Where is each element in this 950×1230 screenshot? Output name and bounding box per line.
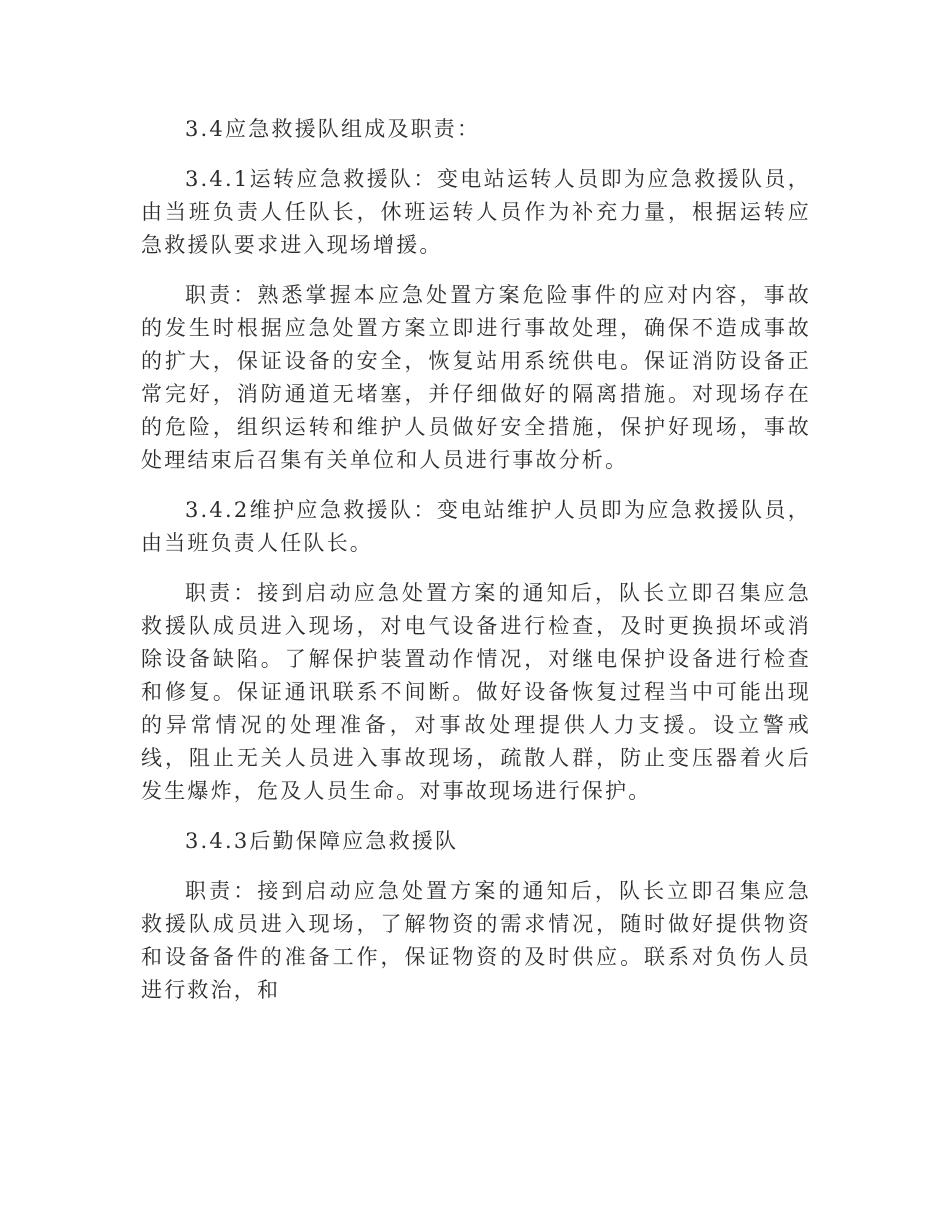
section-heading-3-4: 3.4应急救援队组成及职责：: [185, 117, 481, 141]
paragraph-3-4-1: 3.4.1运转应急救援队：变电站运转人员即为应急救援队员，由当班负责人任队长，休班运转人员作为补充力量，根据运转应急救援队要求进入现场增援。: [141, 167, 811, 257]
paragraph-duties-1: 职责：熟悉掌握本应急处置方案危险事件的应对内容，事故的发生时根据应急处置方案立即进行事故处理，确保不造成事故的扩大，保证设备的安全，恢复站用系统供电。保证消防设备正常完好，消防通道无堵塞，并仔细做好的隔离措施。对现场存在的危险，组织运转和维护人员做好安全措施，保护好现场，事故处理结束后召集有关单位和人员进行事故分析。: [141, 283, 811, 472]
paragraph-duties-3: 职责：接到启动应急处置方案的通知后，队长立即召集应急救援队成员进入现场，了解物资的需求情况，随时做好提供物资和设备备件的准备工作，保证物资的及时供应。联系对负伤人员进行救治，和: [141, 879, 811, 1002]
document-body: [141, 113, 811, 1024]
paragraph-3-4-2: 3.4.2维护应急救援队：变电站维护人员即为应急救援队员，由当班负责人任队长。: [141, 498, 811, 555]
paragraph-duties-2: 职责：接到启动应急处置方案的通知后，队长立即召集应急救援队成员进入现场，对电气设备进行检查，及时更换损坏或消除设备缺陷。了解保护装置动作情况，对继电保护设备进行检查和修复。保证通讯联系不间断。做好设备恢复过程当中可能出现的异常情况的处理准备，对事故处理提供人力支援。设立警戒线，阻止无关人员进入事故现场，疏散人群，防止变压器着火后发生爆炸，危及人员生命。对事故现场进行保护。: [141, 581, 811, 803]
section-heading-3-4-3: 3.4.3后勤保障应急救援队: [185, 829, 459, 853]
